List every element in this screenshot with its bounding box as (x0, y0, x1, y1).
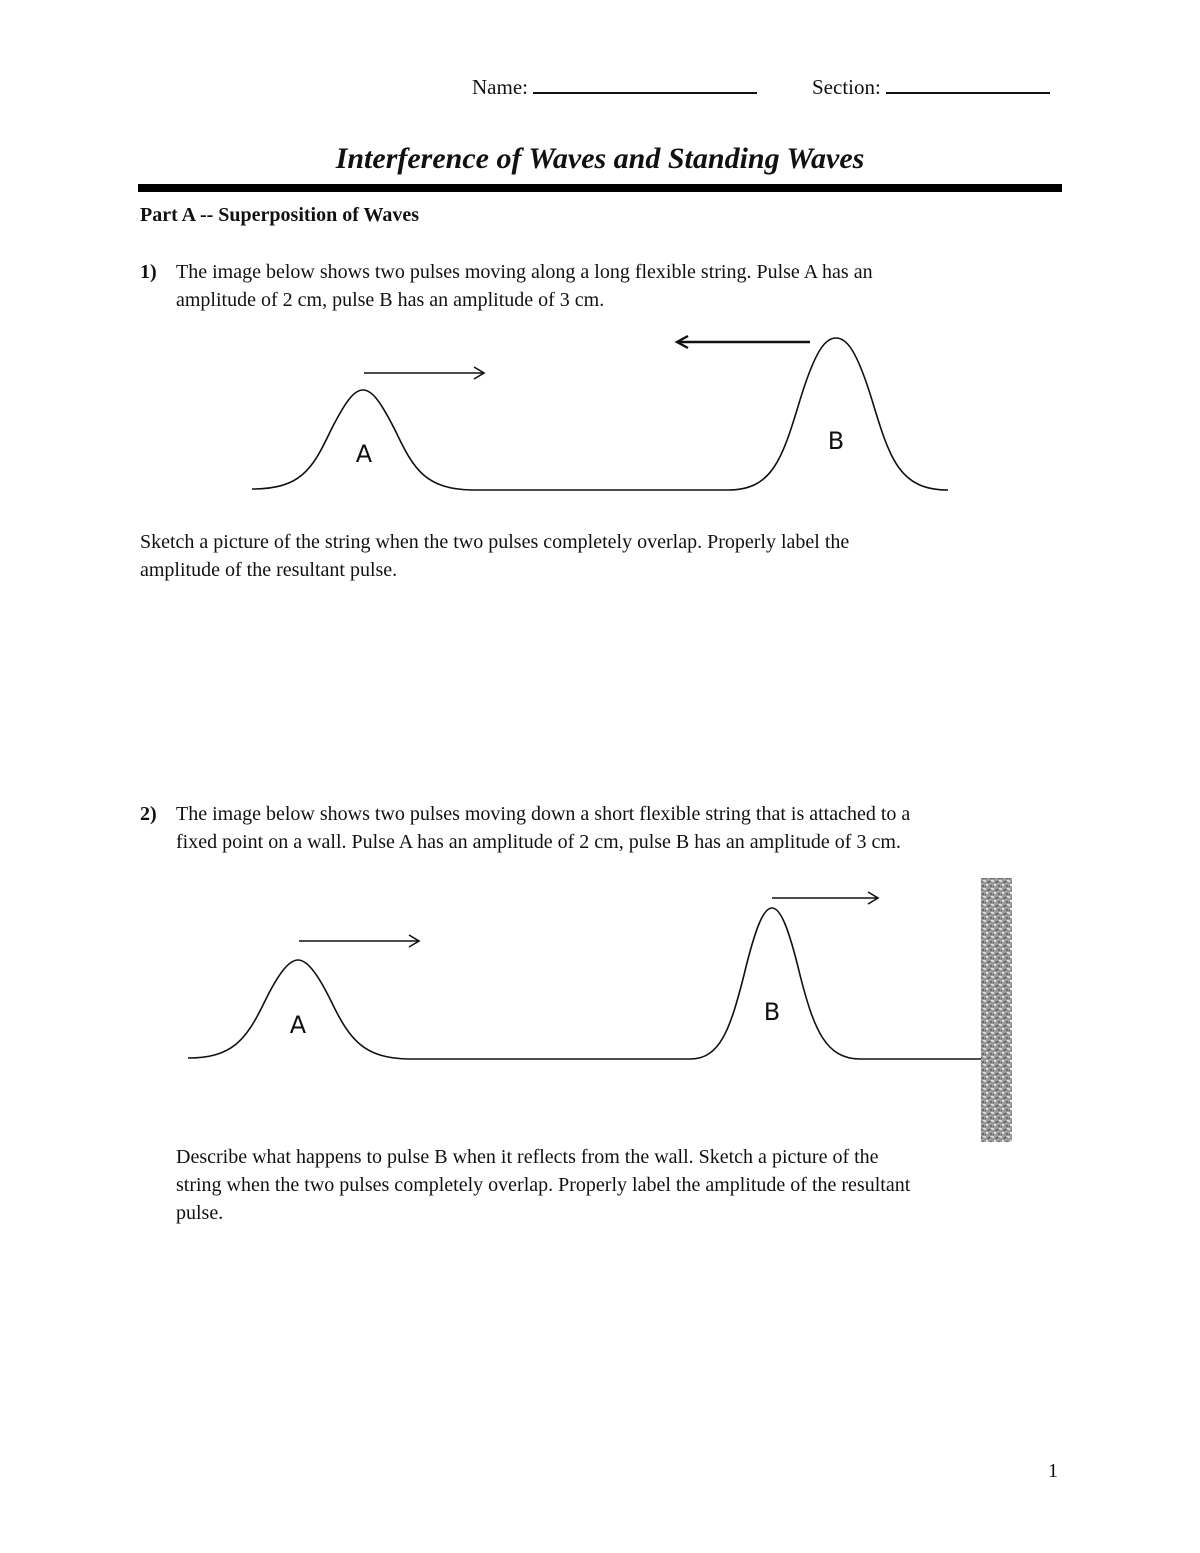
question-2-number: 2) (140, 803, 157, 825)
section-label: Section: (812, 75, 881, 99)
figure-1-pulse-b (728, 338, 948, 490)
figure-2-pulse-b (690, 908, 981, 1059)
figure-2-label-b: B (763, 998, 781, 1026)
question-2-prompt-line-1: Describe what happens to pulse B when it reflects from the wall. Sketch a picture of the (176, 1146, 879, 1168)
page-number: 1 (1048, 1460, 1058, 1482)
figure-2-wall (981, 878, 1012, 1142)
question-2-prompt (176, 1143, 1060, 1227)
question-1-prompt-line-1: Sketch a picture of the string when the two pulses completely overlap. Properly label the (140, 531, 850, 553)
figure-2-label-a: A (289, 1011, 307, 1039)
question-1-line-2: amplitude of 2 cm, pulse B has an amplitude of 3 cm. (176, 289, 605, 311)
figure-2-pulse-a (188, 960, 408, 1059)
name-label: Name: (472, 75, 528, 99)
figure-1-label-b: B (827, 427, 845, 455)
question-1-number: 1) (140, 261, 157, 283)
figure-1-label-a: A (355, 440, 373, 468)
question-1-line-1: The image below shows two pulses moving along a long flexible string. Pulse A has an (176, 261, 873, 283)
page-title: Interference of Waves and Standing Waves (335, 142, 865, 175)
question-2-line-2: fixed point on a wall. Pulse A has an amplitude of 2 cm, pulse B has an amplitude of 3 cm. (176, 831, 901, 853)
question-1-prompt (140, 528, 1060, 588)
part-a-heading: Part A -- Superposition of Waves (140, 204, 420, 226)
question-2-prompt-line-3: pulse. (176, 1202, 224, 1224)
question-2 (140, 800, 1060, 860)
question-2-line-1: The image below shows two pulses moving down a short flexible string that is attached to a (176, 803, 911, 825)
question-2-prompt-line-2: string when the two pulses completely overlap. Properly label the amplitude of the resultant (176, 1174, 911, 1196)
question-1-prompt-line-2: amplitude of the resultant pulse. (140, 559, 398, 581)
